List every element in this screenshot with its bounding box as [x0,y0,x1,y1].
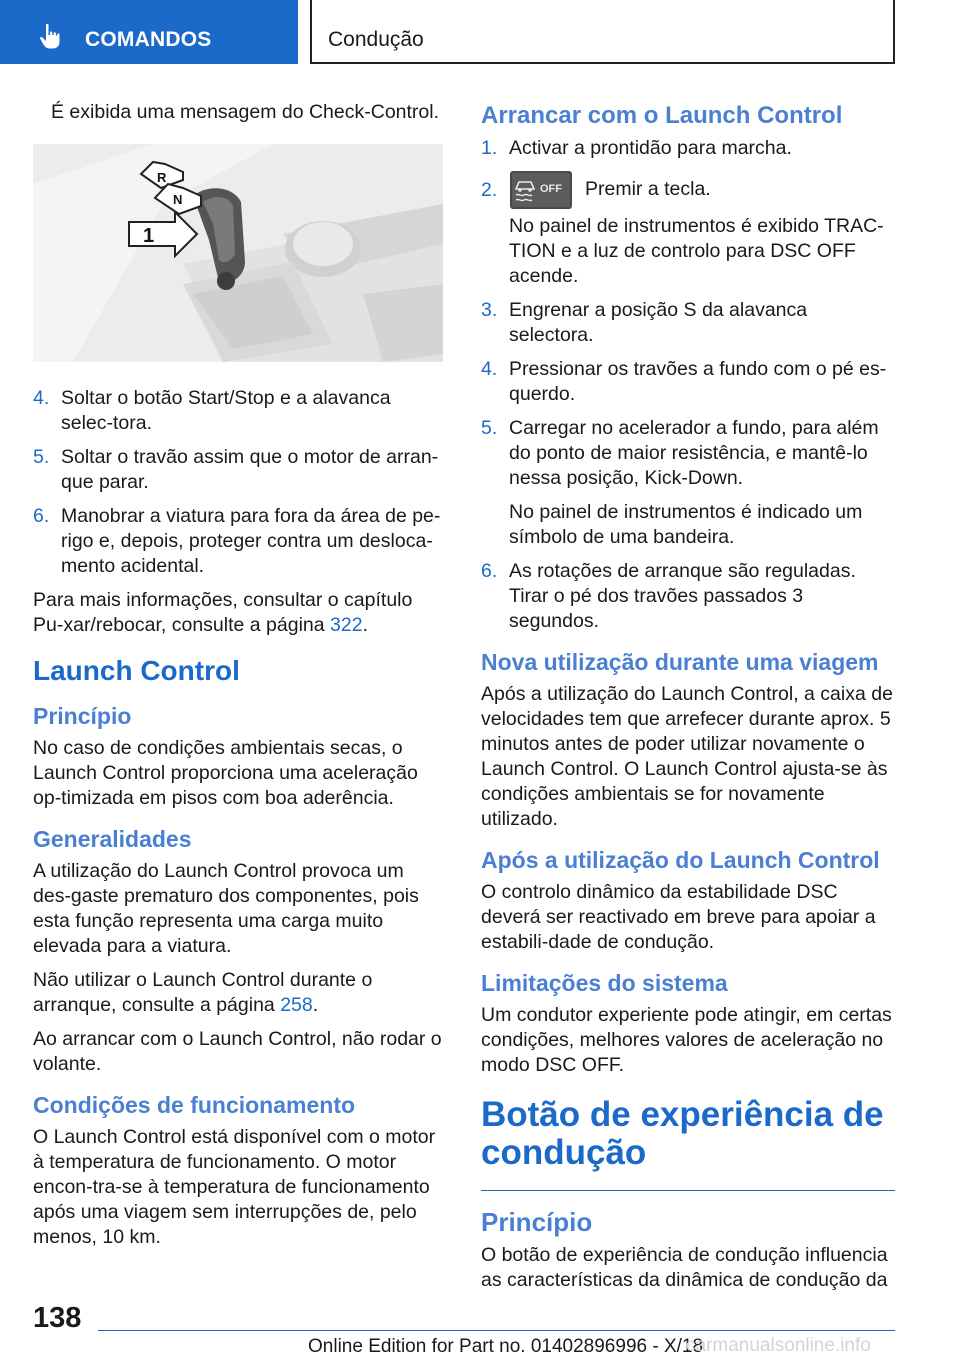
heading-launch-control: Launch Control [33,655,240,686]
check-control-message: É exibida uma mensagem do Check-Control. [51,101,440,123]
arrow-n-label: N [173,192,183,207]
right-column [481,100,895,1302]
list-item: 4. Soltar o botão Start/Stop e a alavanca selec-tora. [33,387,391,434]
dsc-off-key-icon [509,170,573,210]
heading-divider [481,1190,895,1191]
heading-after-use: Após a utilização do Launch Control [481,847,880,873]
dsc-key-label: OFF [540,183,562,195]
list-item: 2. OFF Premir a tecla. [481,170,895,210]
principle-2-text: O botão de experiência de condução influencia as características da dinâmica de condução da [481,1244,888,1291]
principle-text: No caso de condições ambientais secas, o Launch Control proporciona uma aceleração op-timizada em pisos com boa aderência. [33,737,418,809]
after-use-text: O controlo dinâmico da estabilidade DSC deverá ser reactivado em breve para apoiar a estabili-dade de condução. [481,881,876,953]
chapter-title: Condução [328,28,424,51]
heading-general: Generalidades [33,826,192,852]
heading-principle-2: Princípio [481,1207,593,1237]
reuse-text: Após a utilização do Launch Control, a caixa de velocidades tem que arrefecer durante aprox. 5 minutos antes de poder utilizar novamente o Launch Control. O Launch Control ajusta-se às condições ambientais se for novamente utilizado. [481,683,893,830]
list-item: 1. Activar a prontidão para marcha. [481,137,792,159]
step2-note: No painel de instrumentos é exibido TRAC-TION e a luz de controlo para DSC OFF acende. [509,215,884,287]
footer-divider [98,1330,895,1331]
general-text-2: Não utilizar o Launch Control durante o arranque, consulte a página 258. [33,969,373,1016]
left-column [33,100,443,1259]
page-number: 138 [33,1302,82,1334]
heading-principle: Princípio [33,703,132,729]
conditions-text: O Launch Control está disponível com o motor à temperatura de funcionamento. O motor encon-tra-se à temperatura de funcionamento após uma viagem sem interrupções de, pelo menos, 10 km. [33,1126,436,1248]
heading-driving-experience-button: Botão de experiência de condução [481,1095,884,1172]
list-item: 3. Engrenar a posição S da alavanca selectora. [481,299,808,346]
edition-note: Online Edition for Part no. 01402896996 - X/18 [308,1336,704,1357]
arrow-1-label: 1 [143,225,155,247]
heading-start-launch: Arrancar com o Launch Control [481,102,843,129]
list-item: 5. Soltar o travão assim que o motor de arran-que parar. [33,446,439,493]
hand-pointer-icon [36,22,66,50]
arrow-r-label: R [157,170,167,185]
list-item: 4. Pressionar os travões a fundo com o pé es-querdo. [481,358,887,405]
chapter-header [310,0,895,64]
more-info-paragraph: Para mais informações, consultar o capítulo Pu-xar/rebocar, consulte a página 322. [33,589,413,636]
step5-note: No painel de instrumentos é indicado um símbolo de uma bandeira. [509,501,863,548]
page-link-258[interactable]: 258 [280,994,313,1016]
heading-limitations: Limitações do sistema [481,970,728,996]
page-link-322[interactable]: 322 [330,614,363,636]
list-item: 6. As rotações de arranque são reguladas. Tirar o pé dos travões passados 3 segundos. [481,560,856,632]
list-item: 5. Carregar no acelerador a fundo, para além do ponto de maior resistência, e mantê-lo nessa posição, Kick-Down. [481,417,879,489]
section-tab[interactable] [0,0,298,64]
heading-reuse: Nova utilização durante uma viagem [481,649,879,675]
section-tab-label: COMANDOS [85,28,212,51]
gear-selector-illustration [33,144,443,362]
general-text: A utilização do Launch Control provoca um des-gaste prematuro dos componentes, pois esta função representa uma carga muito elevada para a viatura. [33,860,419,957]
list-item: 6. Manobrar a viatura para fora da área de pe-rigo e, depois, proteger contra um desloca-mento acidental. [33,505,441,577]
general-text-3: Ao arrancar com o Launch Control, não rodar o volante. [33,1028,442,1075]
limitations-text: Um condutor experiente pode atingir, em certas condições, melhores valores de aceleração no modo DSC OFF. [481,1004,892,1076]
heading-conditions: Condições de funcionamento [33,1092,356,1118]
gear-selector-photo [33,144,443,362]
watermark: carmanualsonline.info [686,1335,871,1356]
